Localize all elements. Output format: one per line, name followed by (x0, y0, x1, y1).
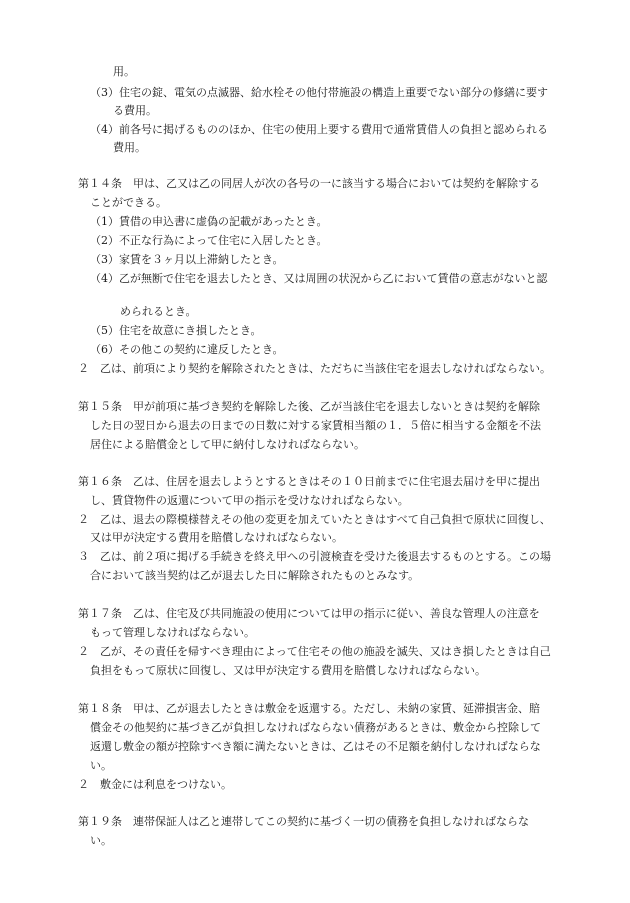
text-line: る費用。 (113, 104, 157, 117)
article-19-heading: 第１９条 連帯保証人は乙と連帯してこの契約に基づく一切の債務を負担しなければならな (78, 815, 529, 828)
text-line: （4）乙が無断で住宅を退去したとき、又は周囲の状況から乙において賃借の意志がないと認 (90, 272, 548, 285)
text-line: し、賃貸物件の返還について甲の指示を受けなければならない。 (90, 494, 409, 507)
text-line: 負担をもって原状に回復し、又は甲が決定する費用を賠償しなければならない。 (90, 664, 486, 677)
text-line: い。 (90, 759, 112, 772)
text-line: 合において該当契約は乙が退去した日に解除されたものとみなす。 (90, 569, 420, 582)
text-line: ２ 乙が、その責任を帰すべき理由によって住宅その他の施設を滅失、又はき損したときは自己 (78, 645, 551, 658)
article-16-heading: 第１６条 乙は、住居を退去しようとするときはその１０日前までに住宅退去届けを甲に提出 (78, 475, 540, 488)
text-line: ２ 敷金には利息をつけない。 (78, 778, 232, 791)
article-14-heading: 第１４条 甲は、乙又は乙の同居人が次の各号の一に該当する場合においては契約を解除する (78, 177, 540, 190)
text-line: 費用。 (113, 141, 146, 154)
text-line: ２ 乙は、前項により契約を解除されたときは、ただちに当該住宅を退去しなければならない。 (78, 362, 551, 375)
text-line: （6）その他この契約に違反したとき。 (90, 343, 284, 356)
text-line: ３ 乙は、前２項に掲げる手続きを終え甲への引渡検査を受けた後退去するものとする。この場 (78, 550, 551, 563)
text-line: （2）不正な行為によって住宅に入居したとき。 (90, 234, 328, 247)
article-17-heading: 第１７条 乙は、住宅及び共同施設の使用については甲の指示に従い、善良な管理人の注意を (78, 607, 540, 620)
text-line: 返還し敷金の額が控除すべき額に満たないときは、乙はその不足額を納付しなければならな (90, 740, 541, 753)
text-line: （5）住宅を故意にき損したとき。 (90, 324, 262, 337)
text-line: められるとき。 (120, 305, 197, 318)
text-line: 又は甲が決定する費用を賠償しなければならない。 (90, 531, 343, 544)
text-line: ２ 乙は、退去の際模様替えその他の変更を加えていたときはすべて自己負担で原状に回復し、 (78, 513, 551, 526)
article-15-heading: 第１５条 甲が前項に基づき契約を解除した後、乙が当該住宅を退去しないときは契約を解除 (78, 400, 540, 413)
text-line: ことができる。 (90, 196, 167, 209)
text-line: 用。 (113, 65, 135, 78)
text-line: （3）家賃を３ヶ月以上滞納したとき。 (90, 253, 284, 266)
text-line: 償金その他契約に基づき乙が負担しなければならない債務があるときは、敷金から控除して (90, 721, 541, 734)
text-line: もって管理しなければならない。 (90, 626, 255, 639)
text-line: い。 (90, 834, 112, 847)
text-line: （4）前各号に掲げるもののほか、住宅の使用上要する費用で通常賃借人の負担と認められる (90, 123, 548, 136)
text-line: した日の翌日から退去の日までの日数に対する家賃相当額の１．５倍に相当する金額を不法 (90, 419, 541, 432)
text-line: （1）賃借の申込書に虚偽の記載があったとき。 (90, 215, 328, 228)
article-18-heading: 第１８条 甲は、乙が退去したときは敷金を返還する。ただし、未納の家賃、延滞損害金、賠 (78, 702, 540, 715)
text-line: （3）住宅の錠、電気の点滅器、給水栓その他付帯施設の構造上重要でない部分の修繕に要す (90, 86, 548, 99)
text-line: 居住による賠償金として甲に納付しなければならない。 (90, 438, 365, 451)
